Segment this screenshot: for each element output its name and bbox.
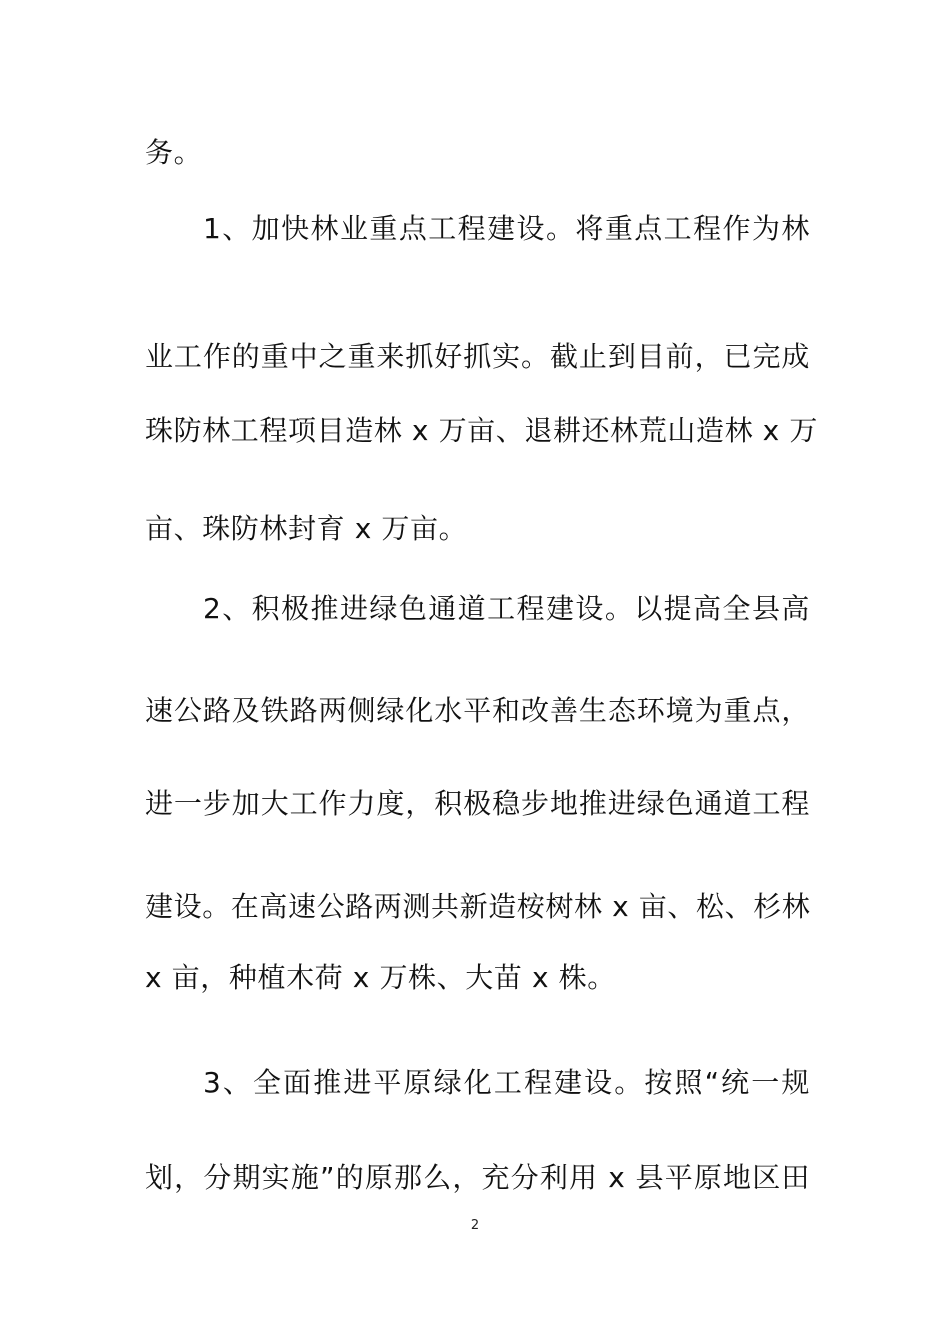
text-line: 珠防林工程项目造林 x 万亩、退耕还林荒山造林 x 万 xyxy=(145,414,818,447)
text-line: 进一步加大工作力度，积极稳步地推进绿色通道工程 xyxy=(145,787,810,820)
text-line: 2、积极推进绿色通道工程建设。以提高全县高 xyxy=(203,592,810,625)
text-line: 划，分期实施”的原那么，充分利用 x 县平原地区田 xyxy=(145,1161,810,1194)
text-line: 3、全面推进平原绿化工程建设。按照“统一规 xyxy=(203,1066,810,1099)
text-line: 速公路及铁路两侧绿化水平和改善生态环境为重点， xyxy=(145,694,810,727)
text-line: 亩、珠防林封育 x 万亩。 xyxy=(145,512,468,545)
text-line: x 亩，种植木荷 x 万株、大苗 x 株。 xyxy=(145,961,616,994)
text-line: 务。 xyxy=(145,136,203,169)
text-line: 建设。在高速公路两测共新造桉树林 x 亩、松、杉林 xyxy=(145,890,811,923)
text-line: 1、加快林业重点工程建设。将重点工程作为林 xyxy=(203,212,810,245)
page-number: 2 xyxy=(470,1218,480,1233)
text-line: 业工作的重中之重来抓好抓实。截止到目前，已完成 xyxy=(145,340,810,373)
